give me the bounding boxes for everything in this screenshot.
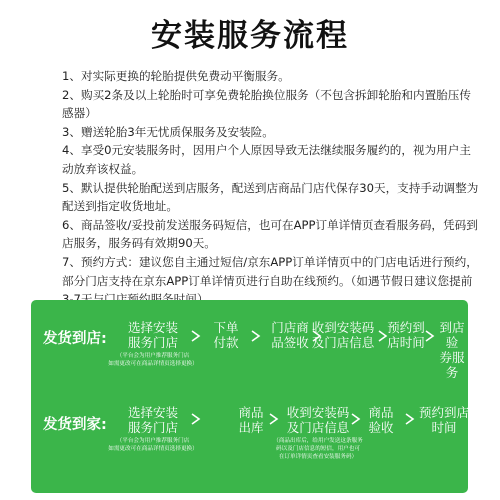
flow-store-label: 发货到店:: [43, 331, 107, 347]
flow-home-note-right: （商品出库后，给用户发送这条服务 码以及门店信息的短信，用户也可 在订单详情页查看安装服务码）: [273, 438, 363, 460]
arrow-right-icon: [352, 414, 359, 424]
flow-store-step-4: 收到安装码 及门店信息: [311, 320, 375, 350]
rule-item: 6、商品签收/妥投前发送服务码短信，也可在APP订单详情页查看服务码，凭码到店服务，服务码有效期90天。: [62, 217, 478, 251]
flow-store-step-5: 预约到 店时间: [387, 320, 425, 350]
rule-item: 3、赠送轮胎3年无忧质保服务及安装险。: [62, 124, 274, 139]
arrow-right-icon: [406, 414, 413, 424]
flow-home-note-left: （平台会为用户推荐服务门店 如需更改可在商品详情页选择更换）: [108, 438, 198, 452]
rule-item: 2、购买2条及以上轮胎时可享免费轮胎换位服务（不包含拆卸轮胎和内置胎压传感器）: [62, 87, 471, 121]
flow-store-step-3: 门店商 品签收: [271, 320, 309, 350]
page-title: 安装服务流程: [151, 18, 349, 54]
flow-home-step-5: 预约到店 时间: [418, 405, 469, 435]
flow-home-step-1: 选择安装 服务门店: [127, 405, 178, 435]
flow-store-note: （平台会为用户推荐服务门店 如需更改可在商品详情页选择更换）: [108, 353, 198, 367]
flow-panel: [31, 300, 468, 493]
flow-store-step-6: 到店验 券服务: [439, 320, 465, 380]
flow-home-step-4: 商品 验收: [368, 405, 394, 435]
arrow-right-icon: [270, 414, 277, 424]
flow-home-label: 发货到家:: [43, 417, 107, 433]
flow-store-step-2: 下单 付款: [213, 320, 239, 350]
rule-item: 4、享受0元安装服务时，因用户个人原因导致无法继续服务履约的，视为用户主动放弃该权益。: [62, 143, 471, 176]
flow-store-step-1: 选择安装 服务门店: [127, 320, 178, 350]
rule-item: 5、默认提供轮胎配送到店服务，配送到店商品门店代保存30天，支持手动调整为配送到指定收货地址。: [62, 180, 479, 214]
rule-item: 1、对实际更换的轮胎提供免费动平衡服务。: [62, 69, 290, 83]
rule-item: 7、预约方式：建议您自主通过短信/京东APP订单详情页中的门店电话进行预约，部分门店支持在京东APP订单详情页进行自助在线预约。（如遇节假日建议您提前: [62, 254, 478, 288]
arrow-right-icon: [424, 329, 436, 343]
flow-home-step-2: 商品 出库: [238, 405, 264, 435]
arrow-right-icon: [192, 414, 199, 424]
flow-home-step-3: 收到安装码 及门店信息: [286, 405, 350, 435]
rules-list: [62, 67, 482, 309]
